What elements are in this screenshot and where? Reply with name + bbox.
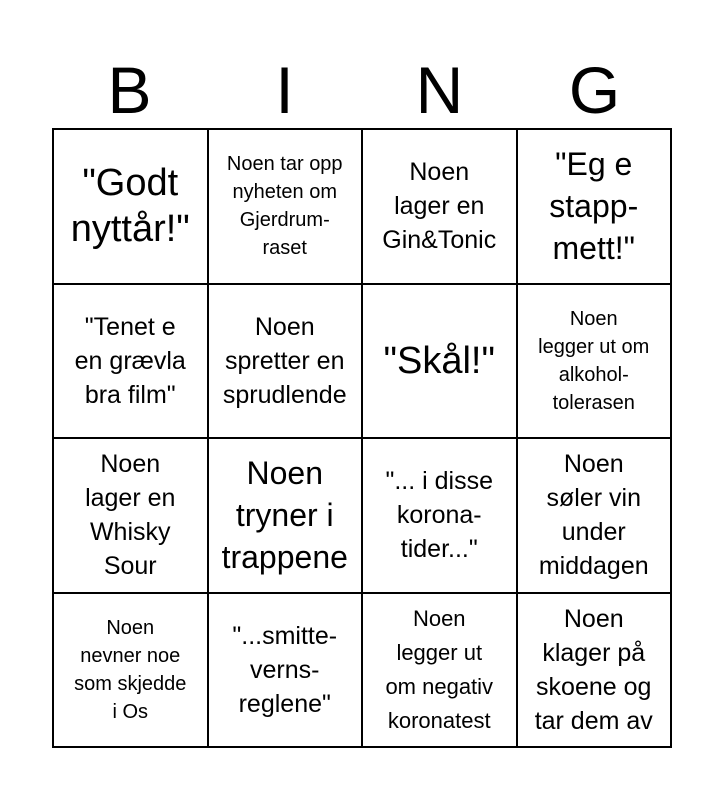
bingo-header: [52, 52, 672, 128]
cell-text: "Tenet e en grævla bra film": [74, 312, 186, 409]
bingo-cell[interactable]: [363, 439, 518, 594]
cell-text: "... i disse korona- tider...": [385, 467, 494, 564]
bingo-cell[interactable]: [518, 439, 673, 594]
cell-text: "...smitte- verns- reglene": [232, 621, 338, 718]
bingo-cell[interactable]: [518, 285, 673, 440]
bingo-cell[interactable]: [54, 285, 209, 440]
cell-text: "Godt nyttår!": [70, 162, 190, 251]
bingo-cell[interactable]: [363, 130, 518, 285]
bingo-cell[interactable]: [209, 594, 364, 749]
bingo-cell[interactable]: [518, 594, 673, 749]
bingo-cell[interactable]: [363, 594, 518, 749]
cell-text: Noen lager en Gin&Tonic: [382, 158, 497, 255]
bingo-cell[interactable]: [209, 439, 364, 594]
header-letter-g: G: [568, 53, 621, 127]
cell-text: Noen nevner noe som skjedde i Os: [74, 616, 187, 723]
bingo-cell[interactable]: [54, 439, 209, 594]
bingo-cell[interactable]: [209, 130, 364, 285]
header-letter-b: B: [107, 53, 152, 127]
cell-text: Noen klager på skoene og tar dem av: [534, 604, 653, 735]
bingo-cell[interactable]: [54, 130, 209, 285]
cell-text: Noen søler vin under middagen: [538, 450, 649, 581]
cell-text: Noen tar opp nyheten om Gjerdrum- raset: [226, 153, 343, 260]
cell-text: "Skål!": [383, 339, 495, 382]
header-letter-n: N: [415, 53, 464, 127]
bingo-grid: [52, 128, 672, 748]
header-letter-i: I: [275, 53, 294, 127]
cell-text: Noen lager en Whisky Sour: [85, 450, 176, 581]
bingo-cell[interactable]: [518, 130, 673, 285]
cell-text: "Eg e stapp- mett!": [549, 146, 639, 267]
cell-text: Noen legger ut om alkohol- tolerasen: [538, 307, 650, 414]
cell-text: Noen spretter en sprudlende: [222, 312, 347, 409]
bingo-cell[interactable]: [363, 285, 518, 440]
cell-text: Noen tryner i trappene: [221, 455, 348, 576]
bingo-cell[interactable]: [209, 285, 364, 440]
bingo-cell[interactable]: [54, 594, 209, 749]
cell-text: Noen legger ut om negativ koronatest: [385, 605, 494, 733]
